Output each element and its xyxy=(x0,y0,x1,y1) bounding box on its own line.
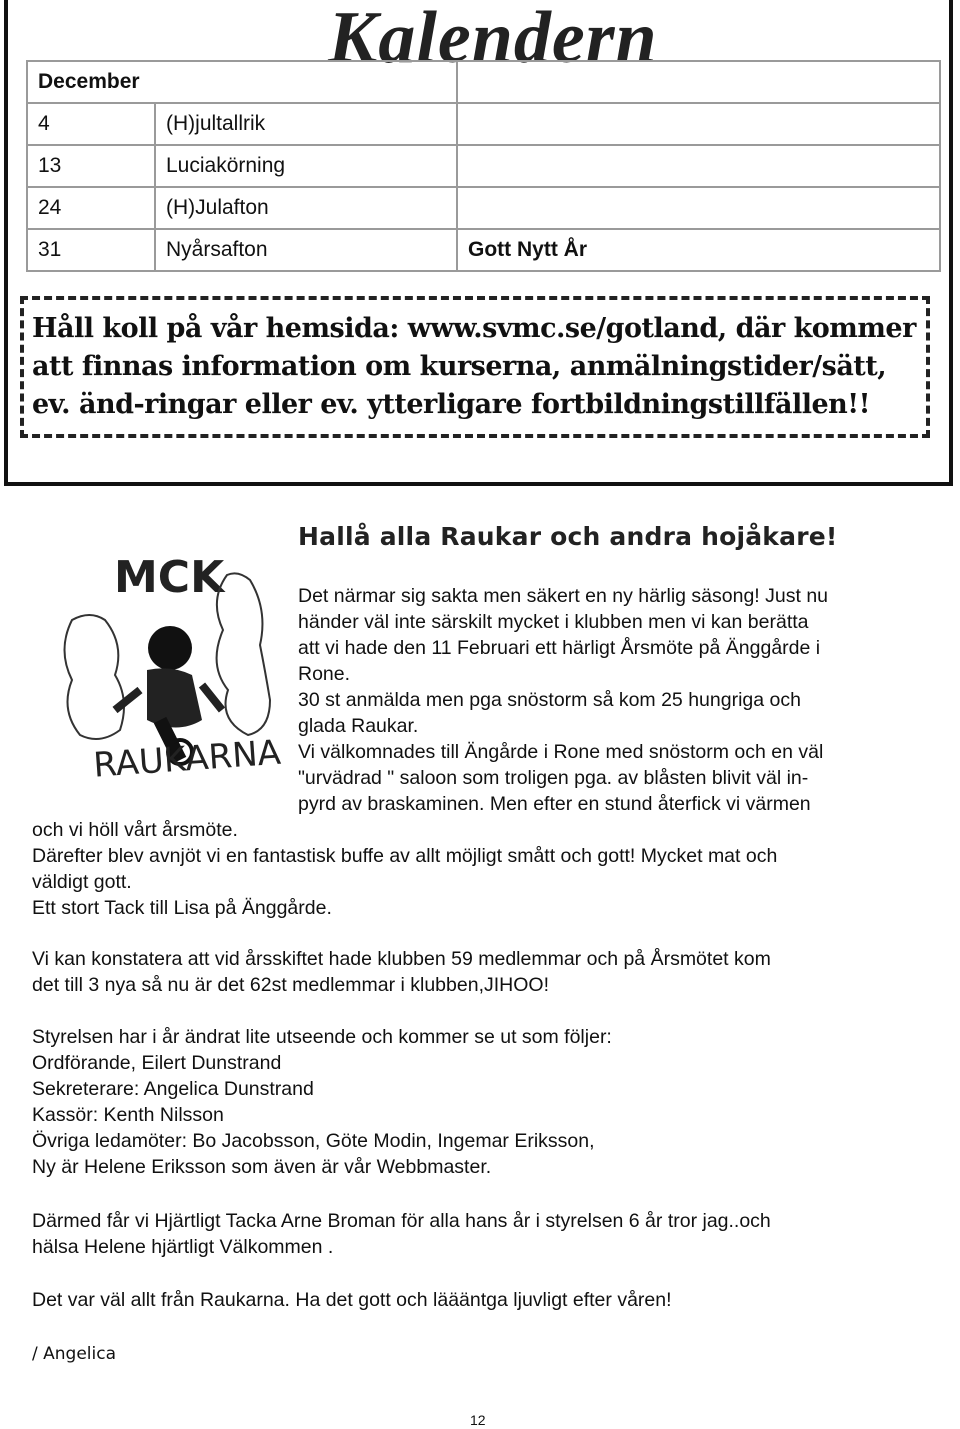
calendar-row xyxy=(27,187,940,229)
text-line: 30 st anmälda men pga snöstorm så kom 25 hungriga och xyxy=(298,689,801,711)
text-line: glada Raukar. xyxy=(298,715,419,737)
calendar-header-row xyxy=(27,61,940,103)
logo-bottom-text: RAUKARNA xyxy=(92,732,282,786)
text-line: och vi höll vårt årsmöte. xyxy=(32,819,238,841)
calendar-note xyxy=(457,187,940,229)
text-line: det till 3 nya så nu är det 62st medlemmar i klubben,JIHOO! xyxy=(32,974,549,996)
calendar-event: (H)jultallrik xyxy=(155,103,457,145)
text-line: Det närmar sig sakta men säkert en ny härlig säsong! Just nu xyxy=(298,585,829,607)
text-line: Styrelsen har i år ändrat lite utseende och kommer se ut som följer: xyxy=(32,1026,612,1048)
calendar-event: (H)Julafton xyxy=(155,187,457,229)
calendar-note xyxy=(457,145,940,187)
calendar-event: Luciakörning xyxy=(155,145,457,187)
article-intro xyxy=(298,583,928,817)
board-list xyxy=(32,1024,932,1180)
article-paragraph-1 xyxy=(32,817,932,921)
article-paragraph-4 xyxy=(32,1208,932,1260)
website-notice-text: Håll koll på vår hemsida: www.svmc.se/gotland, där kommer att finnas information om kurserna, anmälningstider/sätt, ev. änd-ringar eller ev. ytterligare fortbildningstillfällen!! xyxy=(32,313,916,420)
calendar-table xyxy=(26,60,941,272)
text-line: Ordförande, Eilert Dunstrand xyxy=(32,1052,282,1074)
mck-raukarna-logo xyxy=(52,540,282,810)
text-line: Vi välkomnades till Ängårde i Rone med snöstorm och en väl xyxy=(298,741,824,763)
calendar-day: 31 xyxy=(27,229,155,271)
text-line: att vi hade den 11 Februari ett härligt Årsmöte på Änggårde i xyxy=(298,637,821,659)
text-line: Rone. xyxy=(298,663,351,685)
article-closing: Det var väl allt från Raukarna. Ha det gott och läääntga ljuvligt efter våren! xyxy=(32,1289,672,1311)
calendar-day: 4 xyxy=(27,103,155,145)
text-line: Därefter blev avnjöt vi en fantastisk buffe av allt möjligt smått och gott! Mycket mat och xyxy=(32,845,778,867)
logo-top-text: MCK xyxy=(114,552,225,603)
calendar-event: Nyårsafton xyxy=(155,229,457,271)
calendar-day: 13 xyxy=(27,145,155,187)
text-line: Därmed får vi Hjärtligt Tacka Arne Broman för alla hans år i styrelsen 6 år tror jag..och xyxy=(32,1210,771,1232)
calendar-note: Gott Nytt År xyxy=(457,229,940,271)
text-line: pyrd av braskaminen. Men efter en stund återfick vi värmen xyxy=(298,793,811,815)
text-line: Kassör: Kenth Nilsson xyxy=(32,1104,224,1126)
text-line: Ny är Helene Eriksson som även är vår Webbmaster. xyxy=(32,1156,492,1178)
text-line: Ett stort Tack till Lisa på Änggårde. xyxy=(32,897,332,919)
calendar-row xyxy=(27,103,940,145)
calendar-row xyxy=(27,229,940,271)
text-line: väldigt gott. xyxy=(32,871,132,893)
page-number: 12 xyxy=(470,1412,486,1428)
article-title: Hallå alla Raukar och andra hojåkare! xyxy=(298,522,838,551)
signature: / Angelica xyxy=(32,1344,116,1364)
text-line: Övriga ledamöter: Bo Jacobsson, Göte Modin, Ingemar Eriksson, xyxy=(32,1130,595,1152)
text-line: Vi kan konstatera att vid årsskiftet hade klubben 59 medlemmar och på Årsmötet kom xyxy=(32,948,771,970)
text-line: hälsa Helene hjärtligt Välkommen . xyxy=(32,1236,334,1258)
website-notice-box xyxy=(20,296,930,438)
calendar-title: Kalendern xyxy=(328,0,658,79)
text-line: händer väl inte särskilt mycket i klubben men vi kan berätta xyxy=(298,611,809,633)
calendar-month: December xyxy=(27,61,457,103)
article-paragraph-2 xyxy=(32,946,932,998)
calendar-cell xyxy=(457,61,940,103)
calendar-note xyxy=(457,103,940,145)
text-line: "urvädrad " saloon som troligen pga. av blåsten blivit väl in- xyxy=(298,767,809,789)
calendar-row xyxy=(27,145,940,187)
text-line: Sekreterare: Angelica Dunstrand xyxy=(32,1078,314,1100)
calendar-day: 24 xyxy=(27,187,155,229)
